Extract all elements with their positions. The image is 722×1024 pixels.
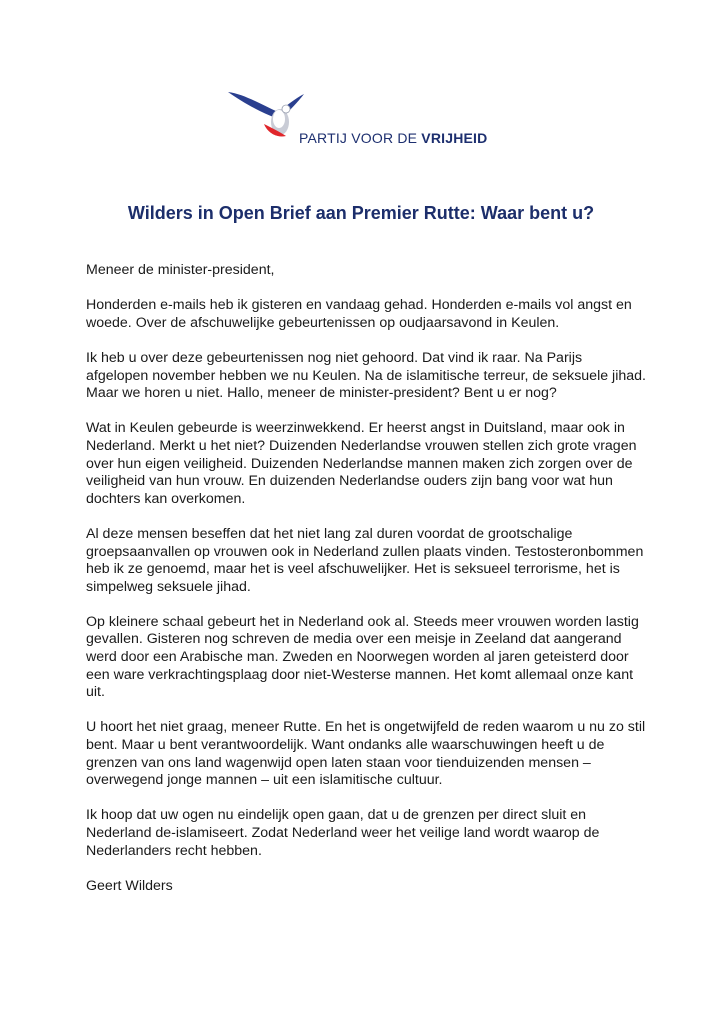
signature: Geert Wilders [86, 877, 173, 894]
logo-text-regular: PARTIJ VOOR DE [299, 130, 422, 146]
logo-text-bold: VRIJHEID [421, 130, 488, 146]
paragraph-2: Ik heb u over deze gebeurtenissen nog niet gehoord. Dat vind ik raar. Na Parijs afgelopen november hebben we nu Keulen. Na de islamitische terreur, de seksuele jihad. Maar we horen u niet. Hallo, meneer de minister-president? Bent u er nog? [86, 349, 646, 402]
seagull-logo-icon [226, 86, 306, 142]
paragraph-4: Al deze mensen beseffen dat het niet lang zal duren voordat de grootschalige groepsaanvallen op vrouwen ook in Nederland zullen plaats vinden. Testosteronbommen heb ik ze genoemd, maar het is veel afschuwelijker. Het is seksueel terrorisme, het is simpelweg seksuele jihad. [86, 525, 644, 595]
paragraph-6: U hoort het niet graag, meneer Rutte. En het is ongetwijfeld de reden waarom u nu zo stil bent. Maar u bent verantwoordelijk. Want ondanks alle waarschuwingen heeft u de grenzen van ons land wagenwijd open laten staan voor tienduizenden mensen – overwegend jonge mannen – uit een islamitische cultuur. [86, 719, 646, 789]
salutation: Meneer de minister-president, [86, 262, 275, 278]
letter-body [86, 262, 646, 913]
paragraph-5: Op kleinere schaal gebeurt het in Nederland ook al. Steeds meer vrouwen worden lastig gevallen. Gisteren nog schreven de media over een meisje in Zeeland dat aangerand werd door een Arabische man. Zweden en Noorwegen worden al jaren geteisterd door een ware verkrachtingsplaag door niet-Westerse mannen. Het komt allemaal onze kant uit. [86, 613, 639, 701]
logo-text [299, 130, 487, 146]
paragraph-3: Wat in Keulen gebeurde is weerzinwekkend. Er heerst angst in Duitsland, maar ook in Nederland. Merkt u het niet? Duizenden Nederlandse vrouwen stellen zich grote vragen over hun eigen veiligheid. Duizenden Nederlandse mannen maken zich zorgen over de veiligheid van hun vrouw. En duizenden Nederlandse ouders zijn bang voor wat hun dochters kan overkomen. [86, 420, 637, 507]
paragraph-7: Ik hoop dat uw ogen nu eindelijk open gaan, dat u de grenzen per direct sluit en Nederland de-islamiseert. Zodat Nederland weer het veilige land wordt waarop de Nederlanders recht hebben. [86, 807, 600, 859]
paragraph-1: Honderden e-mails heb ik gisteren en vandaag gehad. Honderden e-mails vol angst en woede. Over de afschuwelijke gebeurtenissen op oudjaarsavond in Keulen. [86, 297, 632, 331]
page-title: Wilders in Open Brief aan Premier Rutte: Waar bent u? [127, 203, 595, 223]
party-logo [226, 86, 506, 156]
